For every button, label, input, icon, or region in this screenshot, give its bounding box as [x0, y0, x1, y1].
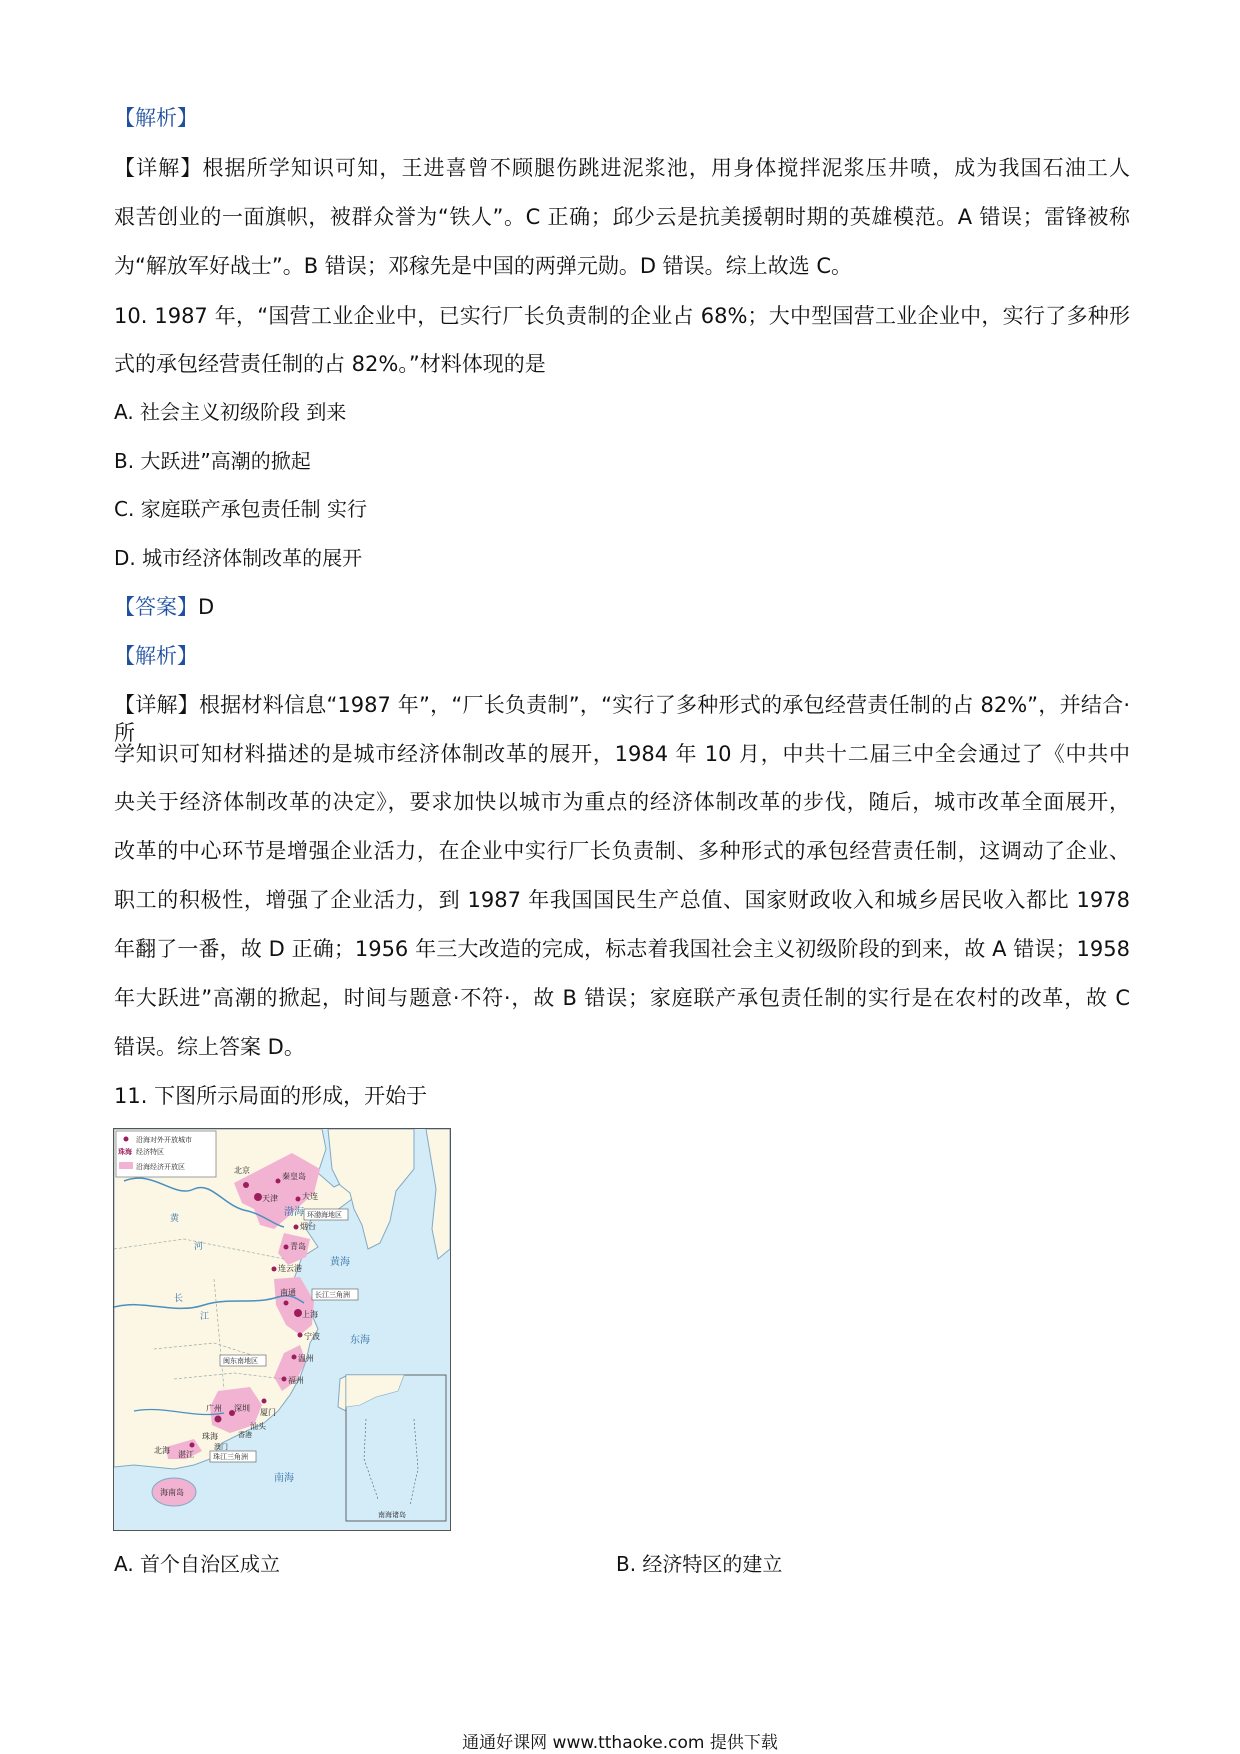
legend-sez-sample: 珠海 [118, 1148, 132, 1156]
city-shanghai: 上海 [302, 1310, 318, 1319]
q11-stem: 11. 下图所示局面的形成，开始于 [114, 1084, 428, 1108]
china-coastal-opening-map [113, 1128, 451, 1531]
legend-city-dot [124, 1137, 129, 1142]
q9-detail-line-3: 为“解放军好战士”。B 错误；邓稼先是中国的两弹元勋。D 错误。综上故选 C。 [114, 254, 853, 278]
q10-detail-line-1: 【详解】根据材料信息“1987 年”，“厂长负责制”，“实行了多种形式的承包经营责任制的占 82%”，并结合·所 [114, 693, 1130, 745]
sea-yellow: 黄海 [330, 1257, 350, 1268]
river-label-3: 长 [174, 1294, 184, 1304]
sea-bohai: 渤海 [284, 1207, 304, 1218]
q10-detail-line-7: 年大跃进”高潮的掀起，时间与题意·不符·，故 B 错误；家庭联产承包责任制的实行是在农村的改革，故 C [114, 986, 1130, 1010]
q10-option-a: A. 社会主义初级阶段 到来 [114, 400, 347, 424]
q10-answer [114, 593, 214, 621]
legend-open-zone: 沿海经济开放区 [136, 1163, 185, 1171]
q10-answer-label: 【答案】 [114, 595, 198, 619]
city-shantou: 汕头 [250, 1422, 266, 1431]
region-fujian: 闽东南地区 [223, 1357, 258, 1365]
q9-detail-line-2: 艰苦创业的一面旗帜，被群众誉为“铁人”。C 正确；邱少云是抗美援朝时期的英雄模范。A 错误；雷锋被称 [114, 205, 1130, 229]
city-dot-qingdao [284, 1245, 289, 1250]
q11-option-a: A. 首个自治区成立 [114, 1552, 281, 1576]
city-nantong: 南通 [280, 1288, 296, 1297]
city-dot-shanghai [294, 1309, 302, 1317]
q10-detail-line-3: 央关于经济体制改革的决定》，要求加快以城市为重点的经济体制改革的步伐，随后，城市改革全面展开， [114, 790, 1130, 814]
q10-stem-line-2: 式的承包经营责任制的占 82%。”材料体现的是 [114, 352, 546, 376]
city-dalian: 大连 [302, 1192, 318, 1201]
city-dot-beijing [243, 1182, 249, 1188]
city-wenzhou: 温州 [298, 1354, 314, 1363]
city-tianjin: 天津 [262, 1194, 278, 1203]
city-zhuhai: 珠海 [202, 1432, 218, 1441]
city-qinhuangdao: 秦皇岛 [282, 1172, 306, 1181]
city-dot-nantong [284, 1301, 289, 1306]
q10-option-b: B. 大跃进”高潮的掀起 [114, 449, 311, 473]
q10-stem-line-1: 10. 1987 年，“国营工业企业中，已实行厂长负责制的企业占 68%；大中型国营工业企业中，实行了多种形 [114, 304, 1130, 328]
city-dot-ningbo [298, 1333, 303, 1338]
sea-south: 南海 [274, 1473, 294, 1484]
region-pearl-delta: 珠江三角洲 [213, 1453, 248, 1461]
legend-sez: 经济特区 [136, 1148, 164, 1156]
city-qingdao: 青岛 [290, 1242, 306, 1251]
q11-option-b: B. 经济特区的建立 [616, 1552, 783, 1576]
city-beihai: 北海 [154, 1446, 170, 1455]
legend-open-city: 沿海对外开放城市 [136, 1136, 192, 1144]
river-label-2: 河 [194, 1242, 204, 1252]
city-dot-wenzhou [292, 1355, 297, 1360]
q10-option-d: D. 城市经济体制改革的展开 [114, 546, 363, 570]
city-hainan: 海南岛 [160, 1488, 184, 1497]
city-hongkong: 香港 [238, 1431, 252, 1439]
q10-detail-line-2: 学知识可知材料描述的是城市经济体制改革的展开，1984 年 10 月，中共十二届三中全会通过了《中共中 [114, 742, 1130, 766]
city-xiamen: 厦门 [260, 1408, 276, 1417]
legend-zone-swatch [119, 1162, 133, 1169]
q10-analysis-header: 【解析】 [114, 644, 198, 668]
q10-detail-line-8: 错误。综上答案 D。 [114, 1035, 305, 1059]
city-lianyungang: 连云港 [278, 1264, 302, 1273]
q10-detail-line-6: 年翻了一番，故 D 正确；1956 年三大改造的完成，标志着我国社会主义初级阶段的到来，故 A 错误；1958 [114, 937, 1130, 961]
q10-detail-line-5: 职工的积极性，增强了企业活力，到 1987 年我国国民生产总值、国家财政收入和城乡居民收入都比 1978 [114, 888, 1130, 912]
city-zhanjiang: 湛江 [178, 1450, 194, 1459]
map-inset-label: 南海诸岛 [378, 1511, 406, 1519]
city-ningbo: 宁波 [304, 1332, 320, 1341]
page-footer: 通通好课网 www.tthaoke.com 提供下载 [462, 1733, 778, 1753]
city-dot-dalian [296, 1197, 301, 1202]
river-label-1: 黄 [170, 1214, 180, 1224]
city-dot-qinhuangdao [276, 1179, 281, 1184]
city-dot-lianyungang [272, 1267, 277, 1272]
city-dot-yantai [294, 1225, 299, 1230]
q9-analysis-header: 【解析】 [114, 106, 198, 130]
city-dot-tianjin [254, 1193, 262, 1201]
city-dot-xiamen [262, 1399, 267, 1404]
city-yantai: 烟台 [300, 1222, 316, 1231]
region-bohai: 环渤海地区 [307, 1211, 342, 1219]
city-macau: 澳门 [214, 1443, 228, 1451]
city-dot-zhanjiang [190, 1443, 195, 1448]
q10-detail-line-4: 改革的中心环节是增强企业活力，在企业中实行厂长负责制、多种形式的承包经营责任制，这调动了企业、 [114, 839, 1130, 863]
river-label-4: 江 [200, 1312, 210, 1322]
city-guangzhou: 广州 [206, 1404, 222, 1413]
q10-option-c: C. 家庭联产承包责任制 实行 [114, 497, 368, 521]
city-dot-guangzhou [215, 1416, 222, 1423]
q9-detail-line-1: 【详解】根据所学知识可知，王进喜曾不顾腿伤跳进泥浆池，用身体搅拌泥浆压井喷，成为我国石油工人 [114, 156, 1130, 180]
city-shenzhen: 深圳 [234, 1404, 250, 1413]
city-dot-fuzhou [282, 1377, 287, 1382]
city-beijing: 北京 [234, 1166, 250, 1175]
city-fuzhou: 福州 [288, 1376, 304, 1385]
q10-answer-value: D [198, 595, 215, 619]
region-yangtze-delta: 长江三角洲 [315, 1291, 350, 1299]
sea-east: 东海 [350, 1335, 370, 1346]
